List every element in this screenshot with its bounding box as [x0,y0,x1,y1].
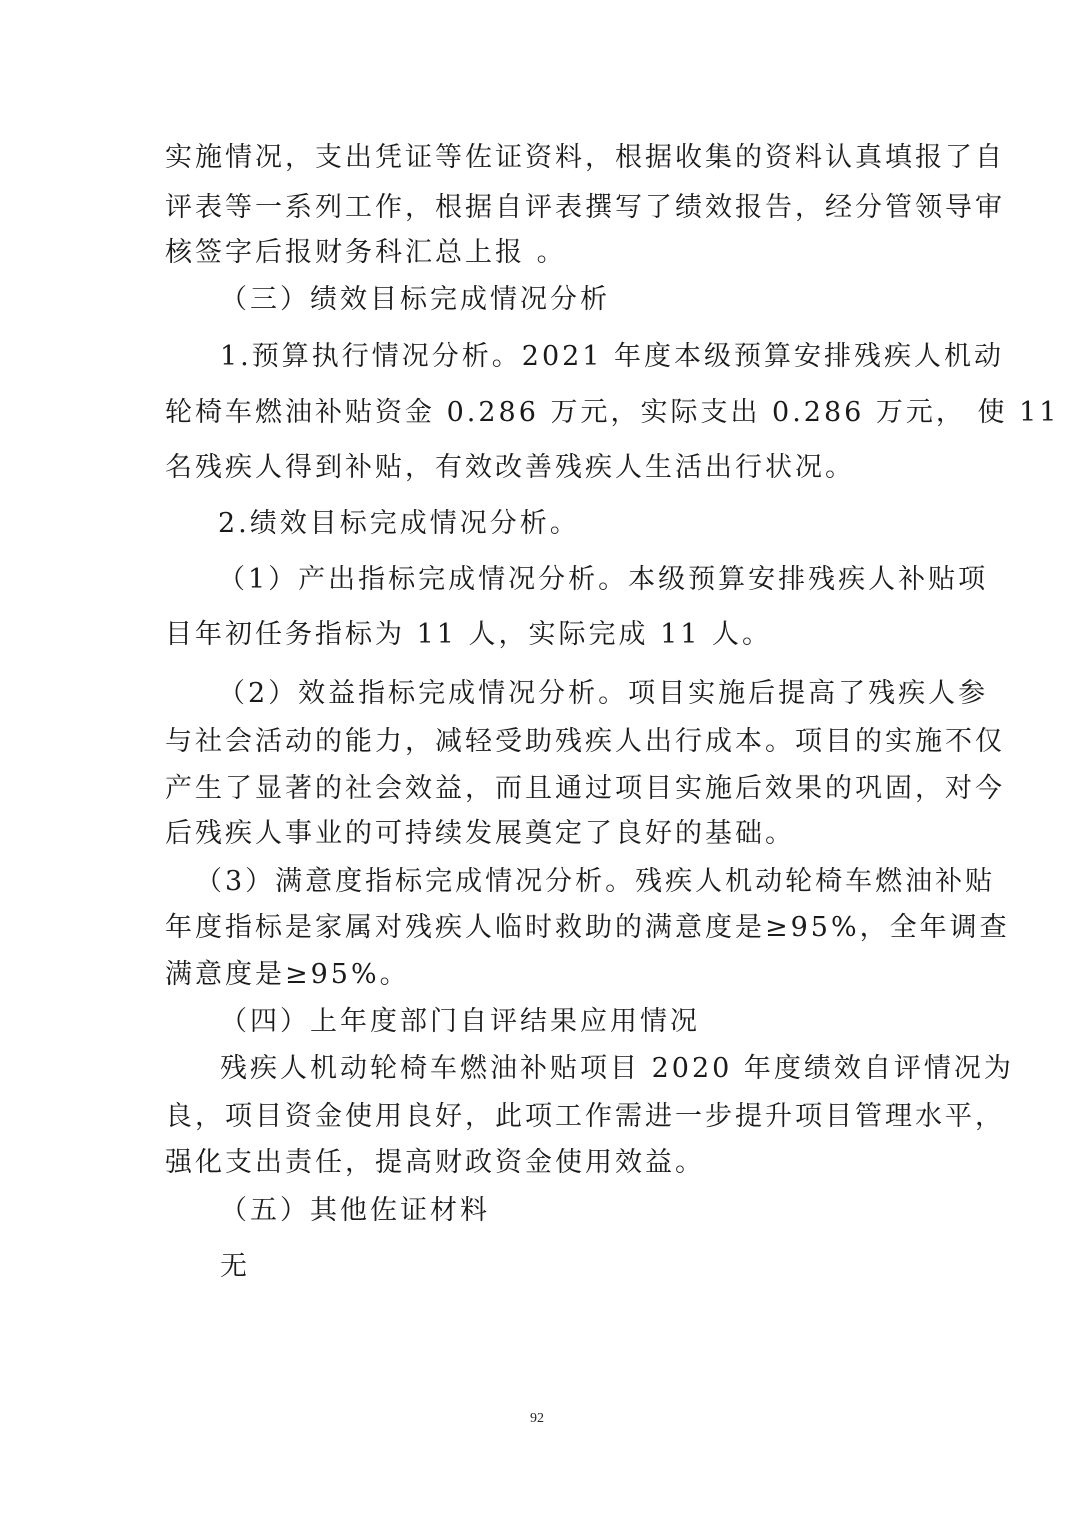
paragraph-line: 后残疾人事业的可持续发展奠定了良好的基础。 [165,818,795,849]
paragraph-line: 1.预算执行情况分析。2021 年度本级预算安排残疾人机动 [220,341,1005,372]
paragraph-line: 年度指标是家属对残疾人临时救助的满意度是≥95%，全年调查 [165,912,1010,943]
paragraph-line: 名残疾人得到补贴，有效改善残疾人生活出行状况。 [165,452,855,483]
paragraph-line: 目年初任务指标为 11 人，实际完成 11 人。 [165,619,773,650]
subsection-heading: 2.绩效目标完成情况分析。 [218,508,580,539]
section-heading: （四）上年度部门自评结果应用情况 [220,1006,700,1037]
section-heading: （三）绩效目标完成情况分析 [220,284,610,315]
paragraph-line: 强化支出责任，提高财政资金使用效益。 [165,1147,705,1178]
paragraph-line: 与社会活动的能力，减轻受助残疾人出行成本。项目的实施不仅 [165,726,1005,757]
paragraph-line: 评表等一系列工作，根据自评表撰写了绩效报告，经分管领导审 [165,192,1005,223]
paragraph-line: （3）满意度指标完成情况分析。残疾人机动轮椅车燃油补贴 [195,866,996,897]
page-number: 92 [530,1411,544,1426]
paragraph-line: 核签字后报财务科汇总上报 。 [165,237,567,268]
paragraph-line: 轮椅车燃油补贴资金 0.286 万元，实际支出 0.286 万元， 使 11 [165,397,1060,428]
paragraph-line: （1）产出指标完成情况分析。本级预算安排残疾人补贴项 [218,564,989,595]
paragraph-line: 实施情况，支出凭证等佐证资料，根据收集的资料认真填报了自 [165,142,1005,173]
paragraph-line: 残疾人机动轮椅车燃油补贴项目 2020 年度绩效自评情况为 [220,1053,1014,1084]
paragraph-line: 无 [220,1251,250,1282]
paragraph-line: （2）效益指标完成情况分析。项目实施后提高了残疾人参 [218,678,989,709]
paragraph-line: 良，项目资金使用良好，此项工作需进一步提升项目管理水平， [165,1101,1005,1132]
paragraph-line: 满意度是≥95%。 [165,959,410,990]
paragraph-line: 产生了显著的社会效益，而且通过项目实施后效果的巩固，对今 [165,773,1005,804]
section-heading: （五）其他佐证材料 [220,1195,490,1226]
